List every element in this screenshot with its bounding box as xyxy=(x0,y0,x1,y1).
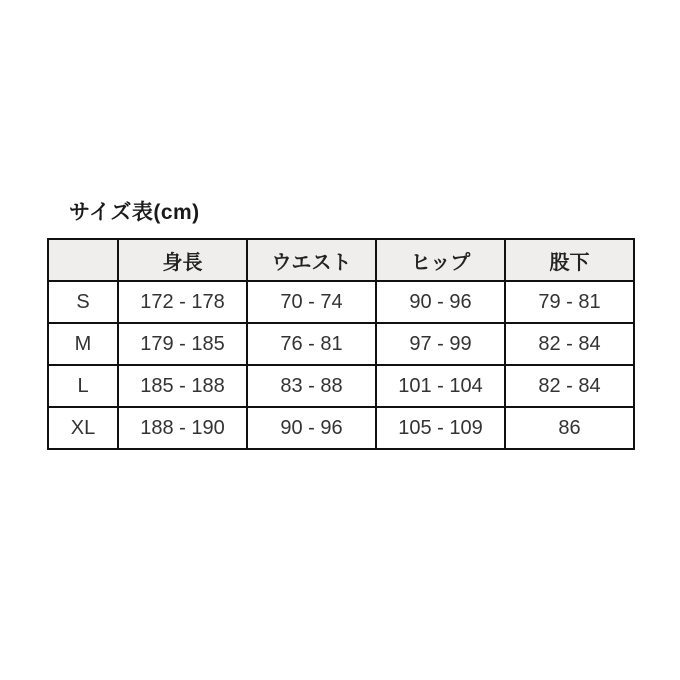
cell-xl-waist: 90 - 96 xyxy=(247,407,376,449)
cell-m-height: 179 - 185 xyxy=(118,323,247,365)
cell-l-waist: 83 - 88 xyxy=(247,365,376,407)
cell-m-waist: 76 - 81 xyxy=(247,323,376,365)
page-title: サイズ表(cm) xyxy=(69,201,200,224)
table-row-xl xyxy=(48,407,634,449)
header-cell-hip: ヒップ xyxy=(376,239,505,281)
cell-xl-hip: 105 - 109 xyxy=(376,407,505,449)
cell-s-inseam: 79 - 81 xyxy=(505,281,634,323)
cell-l-hip: 101 - 104 xyxy=(376,365,505,407)
header-cell-size-label xyxy=(48,239,118,281)
cell-xl-height: 188 - 190 xyxy=(118,407,247,449)
header-cell-height: 身長 xyxy=(118,239,247,281)
header-row xyxy=(48,239,634,281)
cell-s-height: 172 - 178 xyxy=(118,281,247,323)
table-row-l xyxy=(48,365,634,407)
cell-l-inseam: 82 - 84 xyxy=(505,365,634,407)
header-cell-waist: ウエスト xyxy=(247,239,376,281)
size-label-xl: XL xyxy=(48,407,118,449)
header-cell-inseam: 股下 xyxy=(505,239,634,281)
size-label-s: S xyxy=(48,281,118,323)
size-chart-table xyxy=(47,238,635,450)
size-label-l: L xyxy=(48,365,118,407)
cell-m-hip: 97 - 99 xyxy=(376,323,505,365)
table-row-m xyxy=(48,323,634,365)
size-label-m: M xyxy=(48,323,118,365)
cell-m-inseam: 82 - 84 xyxy=(505,323,634,365)
cell-l-height: 185 - 188 xyxy=(118,365,247,407)
cell-xl-inseam: 86 xyxy=(505,407,634,449)
table-row-s xyxy=(48,281,634,323)
cell-s-waist: 70 - 74 xyxy=(247,281,376,323)
cell-s-hip: 90 - 96 xyxy=(376,281,505,323)
